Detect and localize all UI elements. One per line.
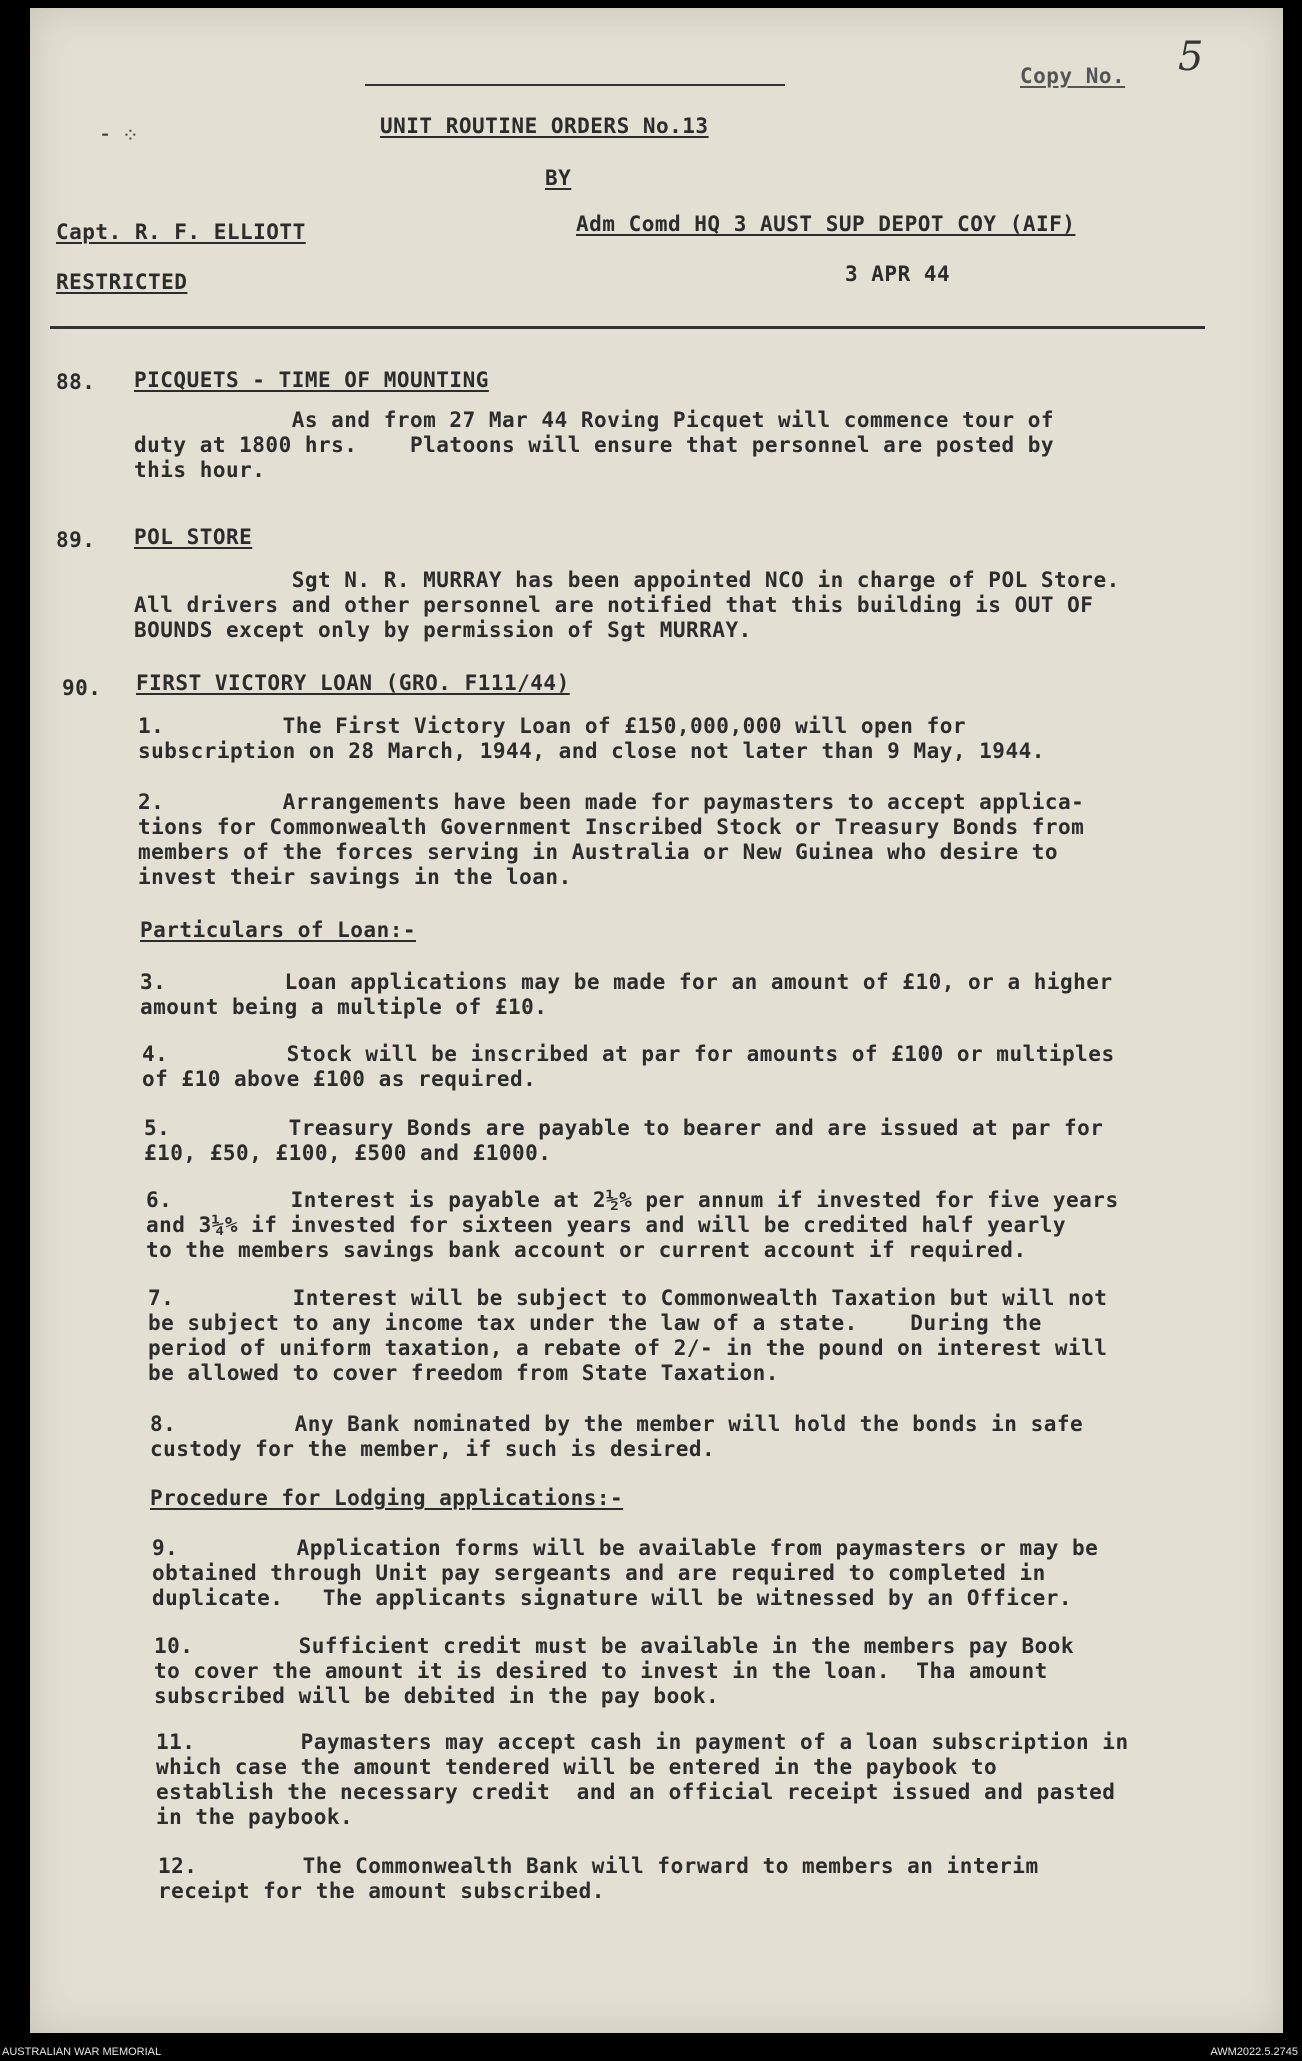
- loan-paragraph: 7. Interest will be subject to Commonwealth Taxation but will not be subject to any income tax under the law of a state. During the period of uniform taxation, a rebate of 2/- in the pound on interest will be allowed to cover freedom from State Taxation.: [148, 1286, 1108, 1385]
- item-number: 89.: [56, 528, 96, 552]
- loan-paragraph: 4. Stock will be inscribed at par for amounts of £100 or multiples of £10 above £100 as required.: [142, 1042, 1115, 1091]
- officer-name: Capt. R. F. ELLIOTT: [56, 220, 306, 244]
- unit-name: Adm Comd HQ 3 AUST SUP DEPOT COY (AIF): [576, 212, 1076, 236]
- punch-holes: ⁃ ⁘: [100, 123, 139, 147]
- by-label: BY: [545, 166, 572, 190]
- item-heading: PICQUETS - TIME OF MOUNTING: [134, 368, 489, 392]
- loan-paragraph: 2. Arrangements have been made for paymasters to accept applica- tions for Commonwealth Government Inscribed Stock or Treasury Bonds from members of the forces serving in Australia or New Guinea who desire to invest their savings in the loan.: [138, 790, 1085, 889]
- classification: RESTRICTED: [56, 270, 188, 294]
- loan-paragraph: 10. Sufficient credit must be available in the members pay Book to cover the amount it is desired to invest in the loan. Tha amount subscribed will be debited in the pay book.: [154, 1634, 1075, 1708]
- page-number: 5: [1178, 34, 1204, 80]
- section-heading: Particulars of Loan:-: [140, 918, 417, 942]
- document-page: [30, 8, 1283, 2033]
- loan-paragraph: 8. Any Bank nominated by the member will hold the bonds in safe custody for the member, if such is desired.: [150, 1412, 1084, 1461]
- loan-paragraph: 12. The Commonwealth Bank will forward to members an interim receipt for the amount subscribed.: [158, 1854, 1039, 1903]
- item-text: As and from 27 Mar 44 Roving Picquet will commence tour of duty at 1800 hrs. Platoons will ensure that personnel are posted by this hour.: [134, 408, 1055, 482]
- item-heading: FIRST VICTORY LOAN (GRO. F111/44): [136, 671, 570, 695]
- item-heading: POL STORE: [134, 525, 253, 549]
- loan-paragraph: 6. Interest is payable at 2½% per annum if invested for five years and 3¼% if invested for sixteen years and will be credited half yearly to the members savings bank account or current account if required.: [146, 1188, 1119, 1262]
- top-rule: [365, 84, 785, 86]
- item-number: 88.: [56, 370, 96, 394]
- header-divider: [50, 326, 1205, 329]
- loan-paragraph: 9. Application forms will be available from paymasters or may be obtained through Unit pay sergeants and are required to completed in duplicate. The applicants signature will be witnessed by an Officer.: [152, 1536, 1099, 1610]
- loan-paragraph: 3. Loan applications may be made for an amount of £10, or a higher amount being a multiple of £10.: [140, 970, 1113, 1019]
- loan-paragraph: 1. The First Victory Loan of £150,000,000 will open for subscription on 28 March, 1944, and close not later than 9 May, 1944.: [138, 714, 1045, 763]
- item-number: 90.: [62, 676, 102, 700]
- footer-right: AWM2022.5.2745: [1210, 2046, 1298, 2058]
- item-text: Sgt N. R. MURRAY has been appointed NCO in charge of POL Store. All drivers and other personnel are notified that this building is OUT OF BOUNDS except only by permission of Sgt MURRAY.: [134, 568, 1120, 642]
- copy-number: Copy No.: [1020, 64, 1126, 88]
- footer-left: AUSTRALIAN WAR MEMORIAL: [2, 2046, 162, 2058]
- loan-paragraph: 5. Treasury Bonds are payable to bearer and are issued at par for £10, £50, £100, £500 and £1000.: [144, 1116, 1104, 1165]
- order-date: 3 APR 44: [845, 262, 951, 286]
- order-title: UNIT ROUTINE ORDERS No.13: [380, 114, 709, 138]
- section-heading: Procedure for Lodging applications:-: [150, 1486, 624, 1510]
- loan-paragraph: 11. Paymasters may accept cash in payment of a loan subscription in which case the amount tendered will be entered in the paybook to establish the necessary credit and an official receipt issued and pasted in the paybook.: [156, 1730, 1129, 1829]
